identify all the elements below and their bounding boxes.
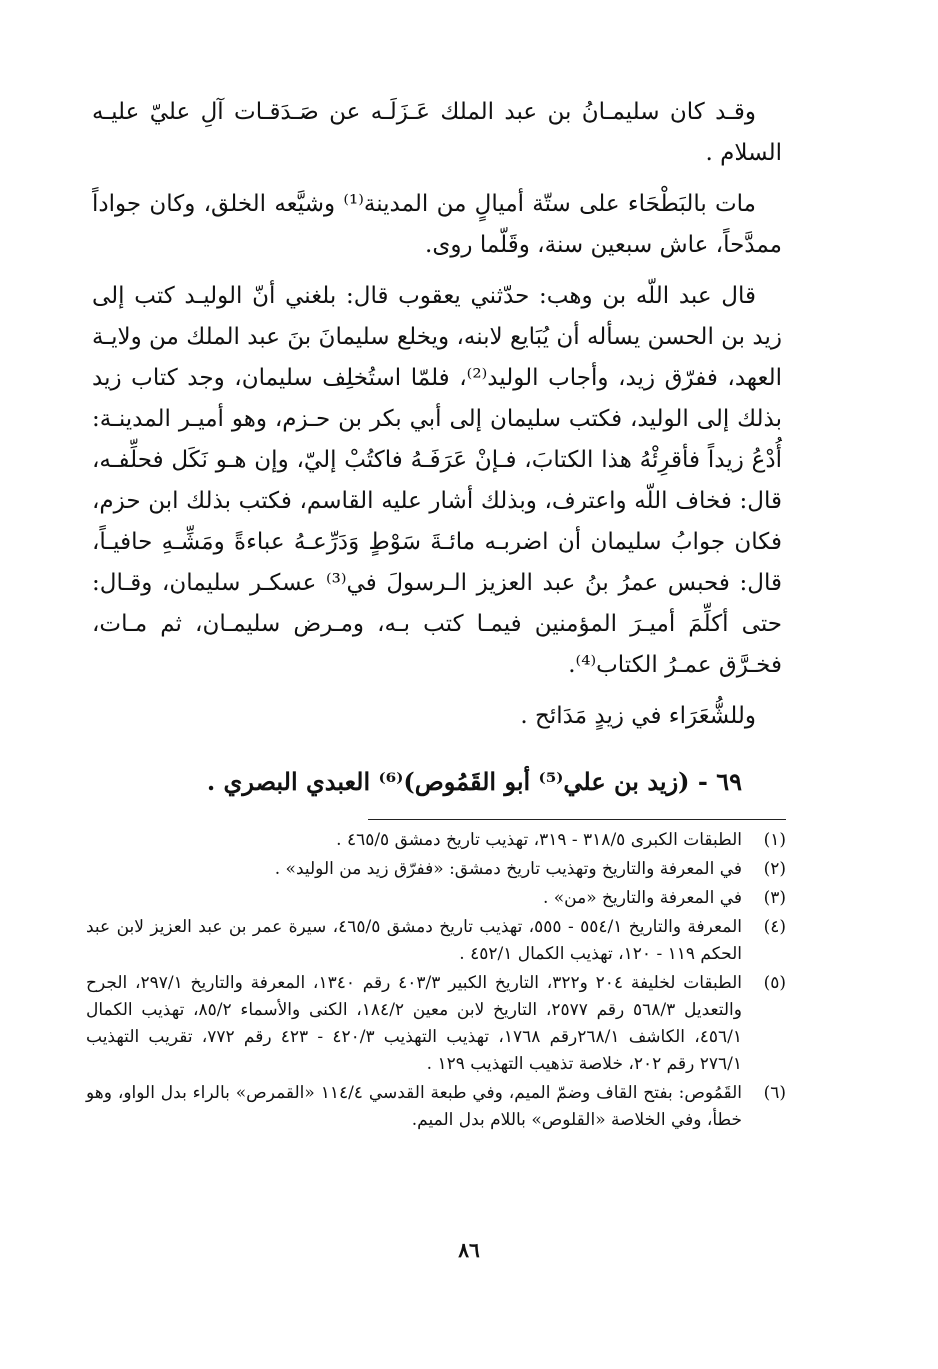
paragraph-sulayman: وقـد كان سليمـانُ بن عبد الملك عَـزَلَـه عن صَـدَقـات آلِ عليّ عليـه السلام . [92,99,782,166]
footnote-text: القَمُوص: بفتح القاف وضمّ الميم، وفي طبعة القدسي ١١٤/٤ «القمرص» بالراء بدل الواو، وهو خطأ، وفي الخلاصة «القلوص» باللام بدل الميم. [86,1083,742,1130]
paragraph-death: مات بالبَطْحَاء على ستّة أميالٍ من المدينة⁽¹⁾ وشيَّعه الخلق، وكان جواداً ممدَّحاً، عاش سبعين سنة، وقَلّما روى. [92,191,782,258]
footnote-item [86,914,786,968]
footnote-item [86,1080,786,1134]
footnote-number: (٣) [763,888,786,908]
footnote-item [86,885,786,912]
main-text [92,92,782,737]
footnote-item [86,856,786,883]
footnote-text: في المعرفة والتاريخ «من» . [542,888,742,908]
footnote-item [86,827,786,854]
entry-heading: ٦٩ - (زيد بن علي⁽⁵⁾ أبو القَمُوص)⁽⁶⁾ العبدي البصري . [206,767,742,796]
paragraph-narration: قال عبد اللّه بن وهب: حدّثني يعقوب قال: بلغني أنّ الوليـد كتب إلى زيد بن الحسن يسأله أن يُبَايع لابنه، ويخلع سليمانَ بنَ عبد الملك من ولايـة العهد، ففرّق زيد، وأجاب الوليد⁽²⁾، فلمّا استُخلِف سليمان، وجد كتاب زيد بذلك إلى الوليد، فكتب سليمان إلى أبي بكر بن حـزم، وهو أميـر المدينـة: أُدْعُ زيداً فأقرِئْهُ هذا الكتابَ، فـإنْ عَرَفَـهُ فاكتُبْ إليّ، وإن هـو نَكَل فحلِّفـه، قال: فخاف اللّه واعترف، وبذلك أشار عليه القاسم، فكتب بذلك ابن حزم، فكان جوابُ سليمان أن اضربـه مائـةَ سَوْطٍ وَدَرِّعـهُ عباءةً ومَشِّـهِ حافيـاً، قال: فحبس عمرُ بنُ عبد العزيز الـرسولَ في⁽³⁾ عسكـر سليمان، وقـال: حتى أكلِّمَ أميـرَ المؤمنين فيمـا كتب بـه، ومـرض سليمـان، ثم مـات، فخـرَّق عمـرُ الكتاب⁽⁴⁾. [92,283,782,678]
footnote-number: (١) [763,830,786,850]
footnote-divider [368,819,786,820]
footnote-text: الطبقات لخليفة ٢٠٤ و٣٢٢، التاريخ الكبير ٤٠٣/٣ رقم ١٣٤٠، المعرفة والتاريخ ٢٩٧/١، الجرح والتعديل ٥٦٨/٣ رقم ٢٥٧٧، التاريخ لابن معين ١٨٤/٢، الكنى والأسماء ٨٥/٢، تهذيب الكمال ٤٥٦/١، الكاشف ٢٦٨/١رقم ١٧٦٨، تهذيب التهذيب ٤٢٠/٣ - ٤٢٣ رقم ٧٧٢، تقريب التهذيب ٢٧٦/١ رقم ٢٠٢، خلاصة تذهيب التهذيب ١٢٩ . [86,973,742,1074]
paragraph-poets: وللشُّعَرَاء في زيدٍ مَدَائح . [520,703,756,729]
footnote-text: في المعرفة والتاريخ وتهذيب تاريخ دمشق: «ففرّق زيد من الوليد» . [274,859,742,879]
page-number: ٨٦ [458,1238,480,1262]
footnote-number: (٦) [763,1083,786,1103]
footnote-number: (٤) [763,917,786,937]
footnotes [86,827,786,1136]
footnote-item [86,970,786,1078]
footnote-number: (٥) [763,973,786,993]
footnote-text: الطبقات الكبرى ٣١٨/٥ - ٣١٩، تهذيب تاريخ دمشق ٤٦٥/٥ . [336,830,742,850]
footnote-text: المعرفة والتاريخ ٥٥٤/١ - ٥٥٥، تهذيب تاريخ دمشق ٤٦٥/٥، سيرة عمر بن عبد العزيز لابن عبد الحكم ١١٩ - ١٢٠، تهذيب الكمال ٤٥٢/١ . [86,917,742,964]
footnote-number: (٢) [763,859,786,879]
